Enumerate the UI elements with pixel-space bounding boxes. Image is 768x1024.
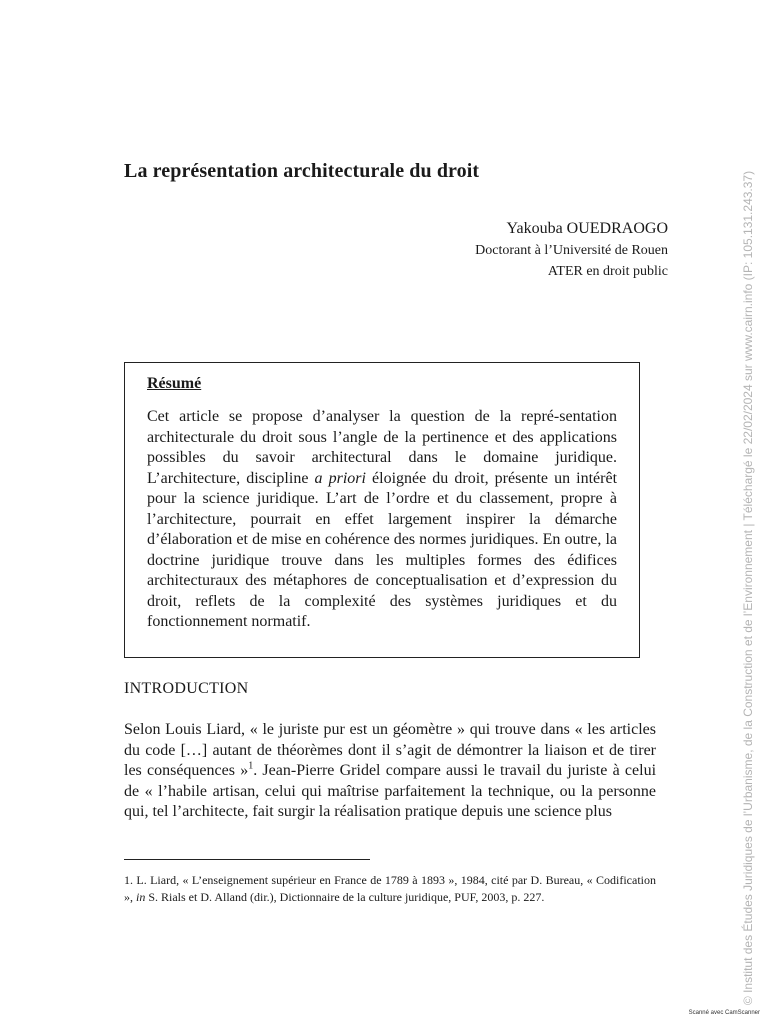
article-title: La représentation architecturale du droit bbox=[124, 160, 480, 182]
footnote-1 bbox=[124, 872, 656, 906]
download-watermark: © Institut des Études Juridiques de l’Urbanisme, de la Construction et de l’Environnement | Téléchargé le 22/02/2024 sur www.cairn.info (IP: 105.131.243.37) bbox=[741, 170, 755, 1006]
abstract-heading: Résumé bbox=[147, 375, 202, 392]
footnote-text-part2: S. Rials et D. Alland (dir.), Dictionnaire de la culture juridique, PUF, 2003, p. 227. bbox=[145, 890, 545, 904]
footnote-text-part1: 1. L. Liard, « L’enseignement supérieur en France de 1789 à 1893 », 1984, cité par D. Bureau, « Codification », bbox=[124, 873, 656, 904]
author-affiliation-position: ATER en droit public bbox=[547, 264, 668, 279]
footnote-reference[interactable]: 1 bbox=[248, 760, 254, 772]
abstract-emphasis: a priori bbox=[314, 469, 366, 487]
scanner-watermark: Scanné avec CamScanner bbox=[688, 1010, 760, 1016]
author-name: Yakouba OUEDRAOGO bbox=[506, 220, 668, 237]
abstract-text-part1: Cet article se propose d’analyser la question de la repré-sentation architecturale du droit sous l’angle de la pertinence et des applications possibles du savoir architectural dans le domaine juridique. L’architecture, discipline bbox=[147, 408, 617, 487]
footnote-emphasis: in bbox=[136, 890, 146, 904]
introduction-text-part2: . Jean-Pierre Gridel compare aussi le travail du juriste à celui de « l’habile artisan, celui qui maîtrise parfaitement la technique, ou la personne qui, tel l’architecte, fait surgir la réalisation pratique depuis une science plus bbox=[124, 762, 657, 820]
abstract-box bbox=[124, 362, 640, 658]
introduction-heading: INTRODUCTION bbox=[124, 680, 249, 697]
abstract-text-part2: éloignée du droit, présente un intérêt pour la science juridique. L’art de l’ordre et du classement, propre à l’architecture, pourrait en effet largement inspirer la démarche d’élaboration et de mise en cohérence des normes juridiques. En outre, la doctrine juridique trouve dans les multiples formes des édifices architecturaux des métaphores de conceptualisation et d’expression du droit, reflets de la complexité des systèmes juridiques et du fonctionnement normatif. bbox=[147, 469, 618, 630]
footnote-separator bbox=[124, 859, 370, 860]
introduction-body bbox=[124, 720, 656, 823]
introduction-text-part1: Selon Louis Liard, « le juriste pur est un géomètre » qui trouve dans « les articles du code […] autant de théorèmes dont il s’agit de démontrer la liaison et de tirer les conséquences » bbox=[124, 721, 656, 779]
author-block bbox=[475, 218, 668, 282]
abstract-body bbox=[147, 407, 617, 633]
author-affiliation-university: Doctorant à l’Université de Rouen bbox=[475, 243, 668, 258]
